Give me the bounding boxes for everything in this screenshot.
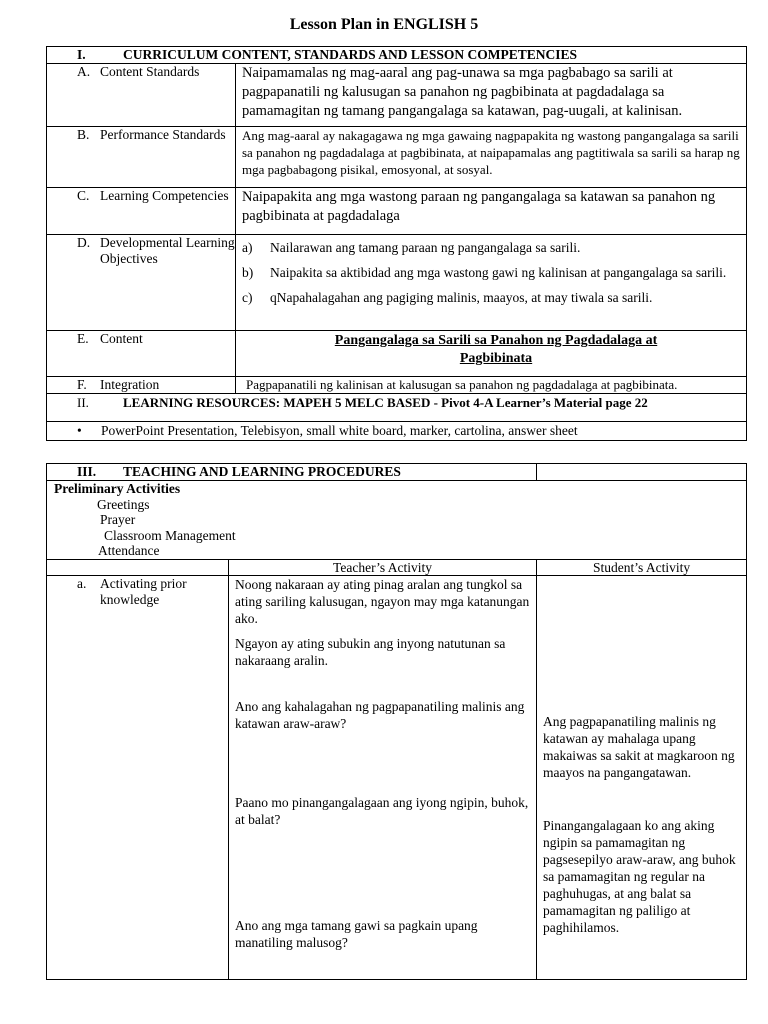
student-activity-header: Student’s Activity — [537, 559, 747, 575]
section3-header-row — [47, 464, 747, 481]
row-letter: A. — [77, 64, 91, 79]
row-label: Developmental Learning Objectives — [100, 235, 235, 266]
row-letter: D. — [77, 235, 91, 250]
resources-row — [47, 422, 747, 441]
preliminary-item: Classroom Management — [104, 527, 236, 543]
objective-marker: b) — [242, 265, 254, 280]
row-letter: F. — [77, 377, 87, 392]
row-letter: C. — [77, 188, 90, 203]
row-label: Content — [100, 331, 143, 346]
learning-competencies-value: Naipapakita ang mga wastong paraan ng pangangalaga sa katawan sa panahon ng pagbibinata at pagdadalaga — [236, 188, 747, 235]
document-title: Lesson Plan in ENGLISH 5 — [289, 16, 479, 33]
performance-standards-value: Ang mag-aaral ay nakagagawa ng mga gawaing nagpapakita ng wastong pangangalaga sa sarili sa panahon ng pagdadalaga at pagbibinata, at naipapamalas ang pagtitiwala sa sarili sa harap ng mga pagbabagong pisikal, emosyonal, at sosyal. — [236, 127, 747, 188]
learning-objectives-row — [47, 235, 747, 331]
student-answer: Ang pagpapanatiling malinis ng katawan ay mahalaga upang makaiwas sa sakit at magkaroon ng maayos na pangangatawan. — [543, 713, 735, 780]
teacher-question: Paano mo pinangangalagaan ang iyong ngipin, buhok, at balat? — [235, 794, 529, 827]
step-label: Activating prior knowledge — [100, 575, 187, 607]
performance-standards-row — [47, 127, 747, 188]
objective-item — [242, 264, 740, 281]
preliminary-row — [47, 481, 747, 560]
objective-marker: c) — [242, 290, 253, 305]
objective-text: Naipakita sa aktibidad ang mga wastong gawi ng kalinisan at pangangalaga sa sarili. — [270, 265, 727, 280]
row-letter: E. — [77, 331, 89, 346]
curriculum-table — [46, 46, 747, 441]
teacher-activity-cell — [229, 575, 537, 979]
teacher-text: Noong nakaraan ay ating pinag aralan ang tungkol sa ating sariling kalusugan, ngayon may mga katanungan ako. — [235, 576, 530, 626]
section2-heading: LEARNING RESOURCES: MAPEH 5 MELC BASED - Pivot 4-A Learner’s Material page 22 — [123, 395, 648, 410]
objective-item — [242, 239, 740, 256]
section3-heading: TEACHING AND LEARNING PROCEDURES — [123, 464, 401, 479]
objective-text: qNapahalagahan ang pagiging malinis, maayos, at may tiwala sa sarili. — [270, 290, 653, 305]
student-answer: Pinangangalagaan ko ang aking ngipin sa pamamagitan ng pagsesepilyo araw-araw, ang buhok sa pamamagitan ng regular na paghuhugas, at ang balat sa pamamagitan ng paliligo at paghihilamos. — [543, 817, 736, 935]
section1-header-row — [47, 47, 747, 64]
content-standards-value: Naipamamalas ng mag-aaral ang pag-unawa sa mga pagbabago sa sarili at pagpapanatili ng kalusugan sa panahon ng pagbibinata at pagdadalaga sa pamamagitan ng tamang pangangalaga sa katawan, pag-uugali, at kalinisan. — [236, 64, 747, 127]
row-letter: B. — [77, 127, 90, 142]
section3-number: III. — [77, 464, 97, 479]
teacher-text: Ngayon ay ating subukin ang inyong natutunan sa nakaraang aralin. — [235, 635, 506, 668]
preliminary-item: Greetings — [97, 496, 150, 512]
objectives-list — [236, 235, 746, 306]
preliminary-item: Attendance — [98, 543, 160, 558]
learning-competencies-row — [47, 188, 747, 235]
content-topic: Pangangalaga sa Sarili sa Panahon ng Pagdadalaga at Pagbibinata — [334, 333, 658, 366]
row-label: Performance Standards — [100, 127, 226, 142]
section2-number: II. — [77, 395, 89, 410]
teacher-question: Ano ang mga tamang gawi sa pagkain upang manatiling malusog? — [235, 917, 478, 950]
preliminary-item: Prayer — [100, 512, 136, 527]
content-row — [47, 331, 747, 377]
resources-item: PowerPoint Presentation, Telebisyon, small white board, marker, cartolina, answer sheet — [101, 423, 578, 438]
row-label: Content Standards — [100, 64, 200, 79]
step-letter: a. — [77, 575, 87, 591]
objective-marker: a) — [242, 240, 253, 255]
teacher-activity-header: Teacher’s Activity — [229, 559, 537, 575]
content-standards-row — [47, 64, 747, 127]
objective-item — [242, 289, 740, 306]
activating-knowledge-row — [47, 575, 747, 979]
row-label: Integration — [100, 377, 160, 392]
procedures-table — [46, 463, 747, 980]
integration-value: Pagpapanatili ng kalinisan at kalusugan sa panahon ng pagdadalaga at pagbibinata. — [236, 377, 747, 394]
integration-row — [47, 377, 747, 394]
section2-header-row — [47, 394, 747, 422]
activity-header-row — [47, 559, 747, 575]
student-activity-cell — [537, 575, 747, 979]
teacher-question: Ano ang kahalagahan ng pagpapanatiling malinis ang katawan araw-araw? — [235, 698, 525, 731]
section1-number: I. — [77, 47, 86, 62]
row-label: Learning Competencies — [100, 188, 229, 203]
preliminary-heading: Preliminary Activities — [54, 481, 181, 496]
bullet-icon: • — [77, 423, 82, 438]
section1-heading: CURRICULUM CONTENT, STANDARDS AND LESSON COMPETENCIES — [123, 47, 578, 62]
objective-text: Nailarawan ang tamang paraan ng pangangalaga sa sarili. — [270, 240, 581, 255]
